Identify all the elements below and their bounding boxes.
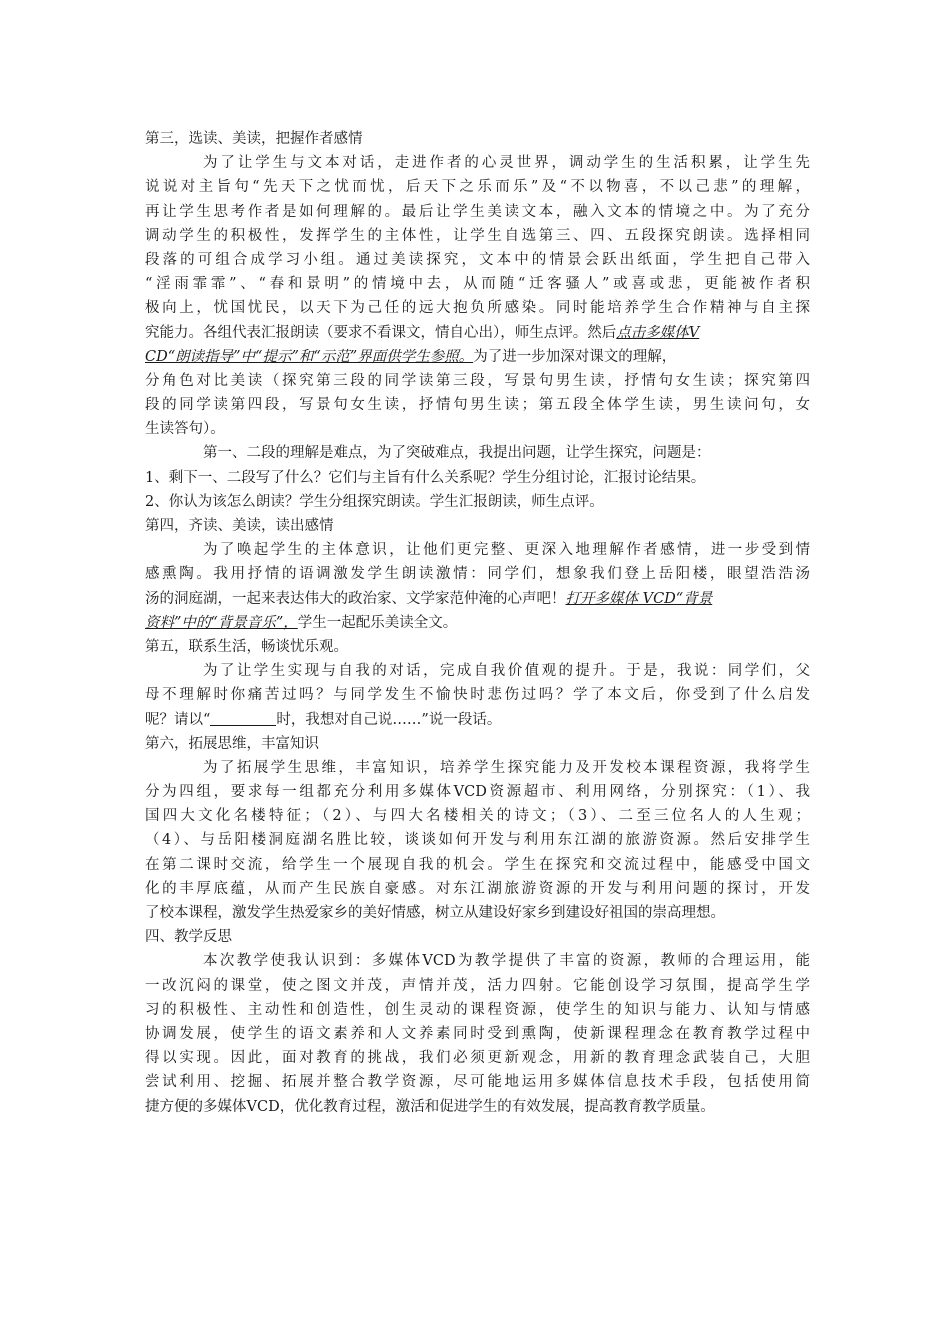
text-line: 2、你认为该怎么朗读？学生分组探究朗读。学生汇报朗读，师生点评。 [145,493,604,510]
text-line: 习的积极性、主动性和创造性，创生灵动的课程资源，使学生的知识与能力、认知与情感 [145,1001,810,1018]
text-line: 为了让学生实现与自我的对话，完成自我价值观的提升。于是，我说：同学们，父 [203,663,810,680]
text-span: 汤的洞庭湖，一起来表达伟大的政治家、文学家范仲淹的心声吧！ [145,590,566,607]
text-line: 尝试利用、挖掘、拓展并整合教学资源，尽可能地运用多媒体信息技术手段，包括使用简 [145,1074,810,1091]
document-page [145,127,810,1119]
text-line: 分为四组，要求每一组都充分利用多媒体VCD资源超市、利用网络，分别探究：（1）、我 [145,784,810,801]
text-line: “淫雨霏霏”、“春和景明”的情境中去，从而随“迁客骚人”或喜或悲，更能被作者积 [145,276,810,293]
text-line: 为了拓展学生思维，丰富知识，培养学生探究能力及开发校本课程资源，我将学生 [203,759,810,776]
text-line: 一改沉闷的课堂，使之图文并茂，声情并茂，活力四射。它能创设学习氛围，提高学生学 [145,977,810,994]
section-6-paragraph [145,756,810,925]
section-3-paragraph-2 [145,441,810,514]
text-line: 为了让学生与文本对话，走进作者的心灵世界，调动学生的生活积累，让学生先 [203,155,810,172]
text-line [145,587,810,611]
text-line: 感熏陶。我用抒情的语调激发学生朗读激情：同学们，想象我们登上岳阳楼，眼望浩浩汤 [145,566,810,583]
emphasis-text: CD“朗读指导”中“提示”和“示范”界面供学生参照。 [145,348,474,365]
emphasis-text: 点击多媒体V [616,324,700,341]
reflection-heading: 四、教学反思 [145,929,232,946]
emphasis-text: 打开多媒体 VCD“背景 [565,590,713,607]
text-line: 化的丰厚底蕴，从而产生民族自豪感。对东江湖旅游资源的开发与利用问题的探讨，开发 [145,880,810,897]
text-line [145,345,810,369]
section-3-paragraph-1 [145,151,810,441]
text-line: （4）、与岳阳楼洞庭湖名胜比较，谈谈如何开发与利用东江湖的旅游资源。然后安排学生 [145,832,810,849]
text-line: 调动学生的积极性，发挥学生的主体性，让学生自选第三、四、五段探究朗读。选择相同 [145,227,810,244]
text-line: 段的同学读第四段，写景句女生读，抒情句男生读；第五段全体学生读，男生读问句，女 [145,397,810,414]
text-line: 在第二课时交流，给学生一个展现自我的机会。学生在探究和交流过程中，能感受中国文 [145,856,810,873]
text-line: 生读答句）。 [145,421,225,438]
text-line: 再让学生思考作者是如何理解的。最后让学生美读文本，融入文本的情境之中。为了充分 [145,203,810,220]
section-5-heading: 第五，联系生活，畅谈忧乐观。 [145,638,348,655]
text-line: 极向上，忧国忧民，以天下为己任的远大抱负所感染。同时能培养学生合作精神与自主探 [145,300,810,317]
text-span: 究能力。各组代表汇报朗读（要求不看课文，情自心出），师生点评。然后 [145,324,617,341]
text-span: 学生一起配乐美读全文。 [297,614,458,631]
text-line: 说说对主旨句“先天下之忧而忧，后天下之乐而乐”及“不以物喜，不以己悲”的理解， [145,179,810,196]
text-span: 为了进一步加深对课文的理解， [473,348,677,365]
emphasis-text: 资料”中的“背景音乐”， [145,614,298,631]
text-span: 时，我想对自己说……”说一段话。 [276,711,502,728]
section-6-heading: 第六，拓展思维，丰富知识 [145,735,319,752]
text-line: 1、剩下一、二段写了什么？它们与主旨有什么关系呢？学生分组讨论，汇报讨论结果。 [145,469,706,486]
text-line [145,321,810,345]
text-line: 第一、二段的理解是难点，为了突破难点，我提出问题，让学生探究，问题是： [203,445,711,462]
text-line: 得以实现。因此，面对教育的挑战，我们必须更新观念，用新的教育理念武装自己，大胆 [145,1050,810,1067]
text-line: 协调发展，使学生的语文素养和人文养素同时受到熏陶，使新课程理念在教育教学过程中 [145,1025,810,1042]
text-line [145,611,810,635]
reflection-paragraph [145,949,810,1118]
text-line: 母不理解时你痛苦过吗？与同学发生不愉快时悲伤过吗？学了本文后，你受到了什么启发 [145,687,810,704]
text-line: 分角色对比美读（探究第三段的同学读第三段，写景句男生读，抒情句女生读；探究第四 [145,372,810,389]
text-line [145,708,810,732]
text-line: 段落的可组合成学习小组。通过美读探究，文本中的情景会跃出纸面，学生把自己带入 [145,251,810,268]
section-3-heading: 第三，选读、美读，把握作者感情 [145,131,363,147]
section-5-paragraph [145,659,810,732]
text-line: 了校本课程，激发学生热爱家乡的美好情感，树立从建设好家乡到建设好祖国的崇高理想。 [145,905,725,921]
section-4-paragraph [145,538,810,635]
text-line: 国四大文化名楼特征；（2）、与四大名楼相关的诗文；（3）、二至三位名人的人生观； [145,808,810,825]
fill-in-blank [210,711,276,726]
text-line: 本次教学使我认识到：多媒体VCD为教学提供了丰富的资源，教师的合理运用，能 [203,953,810,970]
section-4-heading: 第四，齐读、美读，读出感情 [145,518,334,534]
text-line: 为了唤起学生的主体意识，让他们更完整、更深入地理解作者感情，进一步受到情 [203,542,810,559]
text-span: 呢？请以“ [145,711,211,728]
text-line: 捷方便的多媒体VCD，优化教育过程，激活和促进学生的有效发展，提高教育教学质量。 [145,1098,715,1115]
